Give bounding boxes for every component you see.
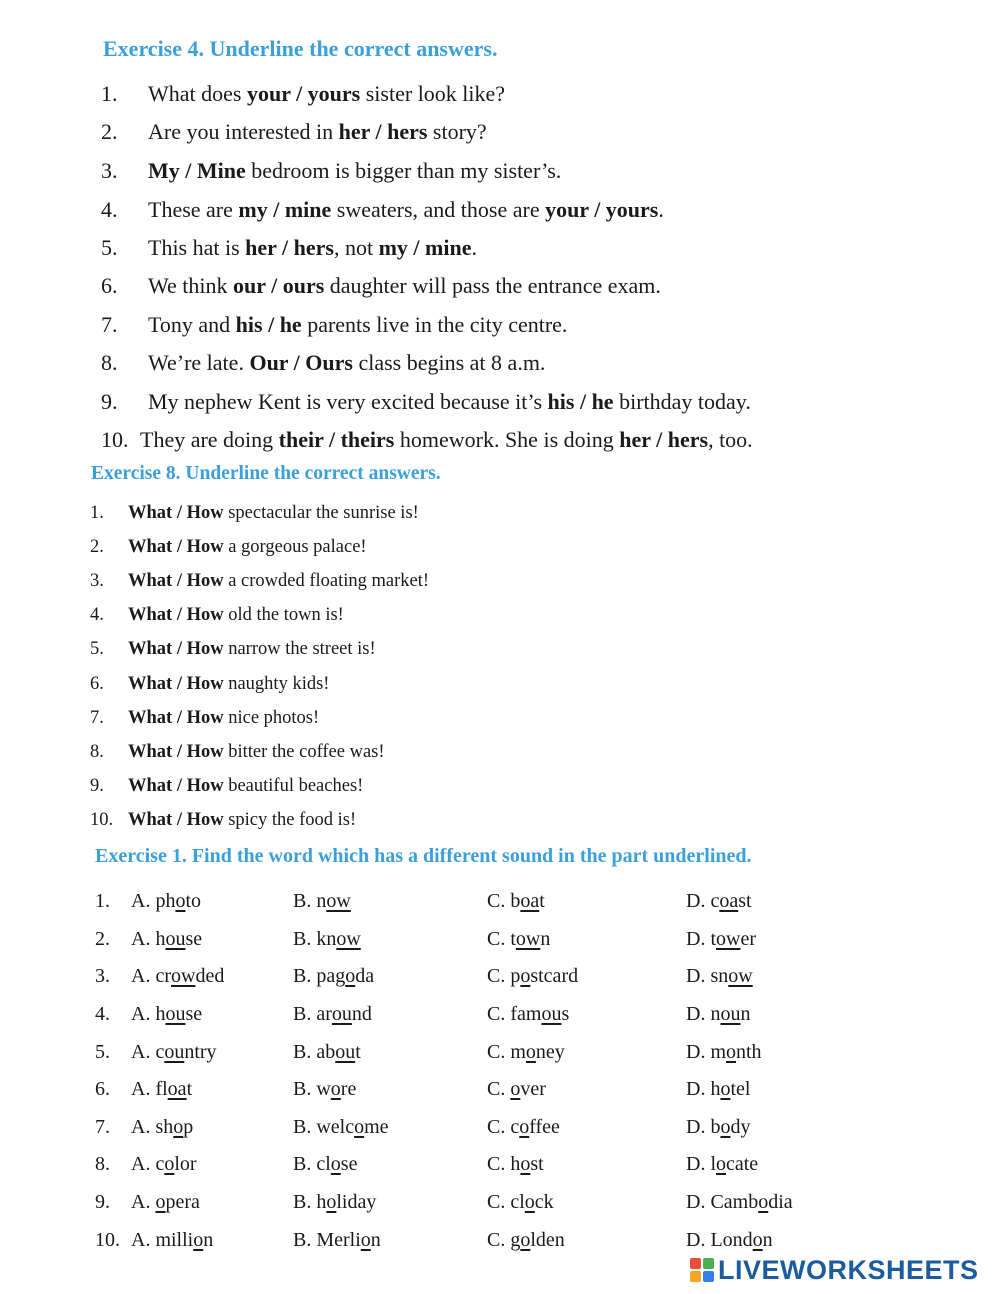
underlined-part: ow	[336, 928, 361, 950]
underlined-part: o	[720, 1116, 731, 1138]
logo-tile-icon	[703, 1271, 714, 1282]
logo-tile-icon	[703, 1258, 714, 1269]
option-b: B. Merlion	[293, 1229, 381, 1251]
option-b: B. pagoda	[293, 965, 375, 987]
exercise-1-row	[95, 1191, 895, 1217]
option-c: C. famous	[487, 1003, 570, 1025]
row-number: 10.	[95, 1229, 120, 1251]
underlined-part: o	[524, 1191, 535, 1213]
exercise-1-row	[95, 1041, 895, 1067]
underlined-part: ou	[165, 1003, 186, 1025]
underlined-part: ou	[541, 1003, 562, 1025]
item-number: 9.	[101, 389, 118, 414]
underlined-part: o	[520, 1153, 531, 1175]
exercise-1-row	[95, 890, 895, 916]
item-text: What / How nice photos!	[128, 708, 320, 728]
option-a: A. color	[131, 1153, 197, 1175]
item-number: 9.	[90, 776, 104, 796]
item-text: Are you interested in her / hers story?	[148, 119, 487, 144]
option-d: D. snow	[686, 965, 753, 987]
option-d: D. noun	[686, 1003, 751, 1025]
answer-choice: What / How	[128, 639, 224, 659]
exercise-1-row	[95, 1153, 895, 1179]
logo-tile-icon	[690, 1258, 701, 1269]
answer-choice: What / How	[128, 674, 224, 694]
item-number: 7.	[101, 312, 118, 337]
option-c: C. postcard	[487, 965, 579, 987]
item-number: 5.	[90, 639, 104, 659]
underlined-part: ou	[165, 928, 186, 950]
item-text: We think our / ours daughter will pass the entrance exam.	[148, 273, 661, 298]
row-number: 3.	[95, 965, 110, 987]
item-text: They are doing their / theirs homework. She is doing her / hers, too.	[140, 427, 753, 452]
underlined-part: oa	[167, 1078, 187, 1100]
liveworksheets-watermark	[690, 1254, 979, 1286]
underlined-part: o	[520, 1229, 531, 1251]
answer-choice: my / mine	[378, 235, 472, 260]
exercise-1-heading: Exercise 1. Find the word which has a different sound in the part underlined.	[95, 845, 752, 867]
option-b: B. close	[293, 1153, 358, 1175]
option-b: B. know	[293, 928, 361, 950]
answer-choice: her / hers	[245, 235, 334, 260]
item-text: What / How spectacular the sunrise is!	[128, 503, 419, 523]
item-number: 6.	[90, 674, 104, 694]
underlined-part: oa	[520, 890, 540, 912]
item-number: 2.	[101, 119, 118, 144]
option-c: C. host	[487, 1153, 544, 1175]
liveworksheets-logo-icon	[690, 1258, 714, 1282]
underlined-part: ou	[720, 1003, 741, 1025]
option-a: A. float	[131, 1078, 193, 1100]
exercise-4-heading: Exercise 4. Underline the correct answers.	[103, 36, 498, 61]
underlined-part: o	[164, 1153, 175, 1175]
underlined-part: o	[519, 1116, 530, 1138]
underlined-part: ou	[335, 1041, 356, 1063]
item-text: These are my / mine sweaters, and those are your / yours.	[148, 197, 664, 222]
underlined-part: o	[525, 1041, 536, 1063]
exercise-1-row	[95, 965, 895, 991]
option-d: D. month	[686, 1041, 762, 1063]
underlined-part: oa	[719, 890, 739, 912]
item-number: 2.	[90, 537, 104, 557]
option-b: B. now	[293, 890, 351, 912]
answer-choice: her / hers	[338, 119, 428, 144]
exercise-1-row	[95, 1229, 895, 1255]
option-b: B. holiday	[293, 1191, 377, 1213]
item-number: 5.	[101, 235, 118, 260]
item-number: 8.	[101, 350, 118, 375]
item-text: This hat is her / hers, not my / mine.	[148, 235, 477, 260]
option-b: B. around	[293, 1003, 372, 1025]
underlined-part: o	[330, 1078, 341, 1100]
option-c: C. boat	[487, 890, 545, 912]
answer-choice: his / he	[235, 312, 302, 337]
option-a: A. house	[131, 1003, 203, 1025]
underlined-part: ow	[515, 928, 541, 950]
answer-choice: your / yours	[545, 197, 659, 222]
underlined-part: o	[175, 890, 186, 912]
item-text: Tony and his / he parents live in the city centre.	[148, 312, 568, 337]
item-text: What / How beautiful beaches!	[128, 776, 364, 796]
option-d: D. locate	[686, 1153, 759, 1175]
underlined-part: o	[360, 1229, 371, 1251]
underlined-part: ou	[331, 1003, 352, 1025]
option-c: C. golden	[487, 1229, 565, 1251]
row-number: 7.	[95, 1116, 110, 1138]
underlined-part: o	[330, 1153, 341, 1175]
answer-choice: What / How	[128, 742, 224, 762]
option-d: D. hotel	[686, 1078, 751, 1100]
underlined-part: o	[326, 1191, 337, 1213]
answer-choice: My / Mine	[148, 158, 246, 183]
option-c: C. money	[487, 1041, 565, 1063]
answer-choice: What / How	[128, 810, 224, 830]
option-a: A. country	[131, 1041, 217, 1063]
option-a: A. shop	[131, 1116, 194, 1138]
answer-choice: your / yours	[246, 81, 361, 106]
answer-choice: my / mine	[238, 197, 332, 222]
underlined-part: o	[193, 1229, 204, 1251]
option-d: D. London	[686, 1229, 773, 1251]
item-number: 6.	[101, 273, 118, 298]
underlined-part: o	[726, 1041, 736, 1063]
underlined-part: ow	[326, 890, 351, 912]
option-c: C. clock	[487, 1191, 554, 1213]
item-text: What / How naughty kids!	[128, 674, 330, 694]
row-number: 6.	[95, 1078, 110, 1100]
answer-choice: his / he	[547, 389, 614, 414]
item-number: 4.	[101, 197, 118, 222]
item-text: What / How spicy the food is!	[128, 810, 357, 830]
option-a: A. house	[131, 928, 203, 950]
option-b: B. wore	[293, 1078, 357, 1100]
logo-tile-icon	[690, 1271, 701, 1282]
item-number: 1.	[101, 81, 118, 106]
underlined-part: o	[510, 1078, 521, 1100]
exercise-1-row	[95, 1003, 895, 1029]
row-number: 5.	[95, 1041, 110, 1063]
option-b: B. welcome	[293, 1116, 389, 1138]
underlined-part: ow	[170, 965, 196, 987]
option-b: B. about	[293, 1041, 361, 1063]
item-text: What / How old the town is!	[128, 605, 344, 625]
option-c: C. over	[487, 1078, 546, 1100]
option-a: A. opera	[131, 1191, 200, 1213]
option-a: A. million	[131, 1229, 214, 1251]
option-d: D. Cambodia	[686, 1191, 793, 1213]
answer-choice: our / ours	[233, 273, 325, 298]
item-number: 8.	[90, 742, 104, 762]
underlined-part: o	[345, 965, 356, 987]
item-text: What / How a gorgeous palace!	[128, 537, 367, 557]
option-a: A. crowded	[131, 965, 225, 987]
item-number: 7.	[90, 708, 104, 728]
option-c: C. town	[487, 928, 551, 950]
item-number: 4.	[90, 605, 104, 625]
row-number: 9.	[95, 1191, 110, 1213]
option-c: C. coffee	[487, 1116, 560, 1138]
answer-choice: What / How	[128, 708, 224, 728]
answer-choice: What / How	[128, 776, 224, 796]
underlined-part: ow	[716, 928, 741, 950]
option-a: A. photo	[131, 890, 202, 912]
underlined-part: o	[173, 1116, 184, 1138]
answer-choice: her / hers	[619, 427, 709, 452]
exercise-8-heading: Exercise 8. Underline the correct answers.	[91, 463, 441, 484]
answer-choice: their / theirs	[278, 427, 395, 452]
item-number: 3.	[101, 158, 118, 183]
underlined-part: o	[758, 1191, 769, 1213]
underlined-part: o	[752, 1229, 763, 1251]
item-text: What does your / yours sister look like?	[148, 81, 506, 106]
underlined-part: o	[520, 965, 531, 987]
liveworksheets-logo-text: LIVEWORKSHEETS	[718, 1254, 979, 1285]
row-number: 4.	[95, 1003, 110, 1025]
item-text: What / How a crowded floating market!	[128, 571, 430, 591]
answer-choice: What / How	[128, 605, 224, 625]
item-text: What / How bitter the coffee was!	[128, 742, 385, 762]
row-number: 8.	[95, 1153, 110, 1175]
item-text: My nephew Kent is very excited because it’s his / he birthday today.	[148, 389, 751, 414]
item-number: 10.	[101, 427, 129, 452]
item-number: 1.	[90, 503, 104, 523]
answer-choice: What / How	[128, 537, 224, 557]
row-number: 1.	[95, 890, 110, 912]
underlined-part: ou	[164, 1041, 185, 1063]
item-number: 10.	[90, 810, 114, 830]
option-d: D. coast	[686, 890, 752, 912]
option-d: D. tower	[686, 928, 756, 950]
underlined-part: o	[155, 1191, 166, 1213]
option-d: D. body	[686, 1116, 751, 1138]
exercise-1-row	[95, 1078, 895, 1104]
exercise-1-row	[95, 928, 895, 954]
underlined-part: o	[354, 1116, 365, 1138]
underlined-part: o	[720, 1078, 731, 1100]
underlined-part: o	[716, 1153, 726, 1175]
answer-choice: What / How	[128, 571, 224, 591]
answer-choice: Our / Ours	[249, 350, 353, 375]
answer-choice: What / How	[128, 503, 224, 523]
exercise-1-row	[95, 1116, 895, 1142]
item-text: What / How narrow the street is!	[128, 639, 376, 659]
item-number: 3.	[90, 571, 104, 591]
item-text: My / Mine bedroom is bigger than my sister’s.	[148, 158, 562, 183]
item-text: We’re late. Our / Ours class begins at 8 a.m.	[148, 350, 546, 375]
underlined-part: ow	[728, 965, 753, 987]
row-number: 2.	[95, 928, 110, 950]
